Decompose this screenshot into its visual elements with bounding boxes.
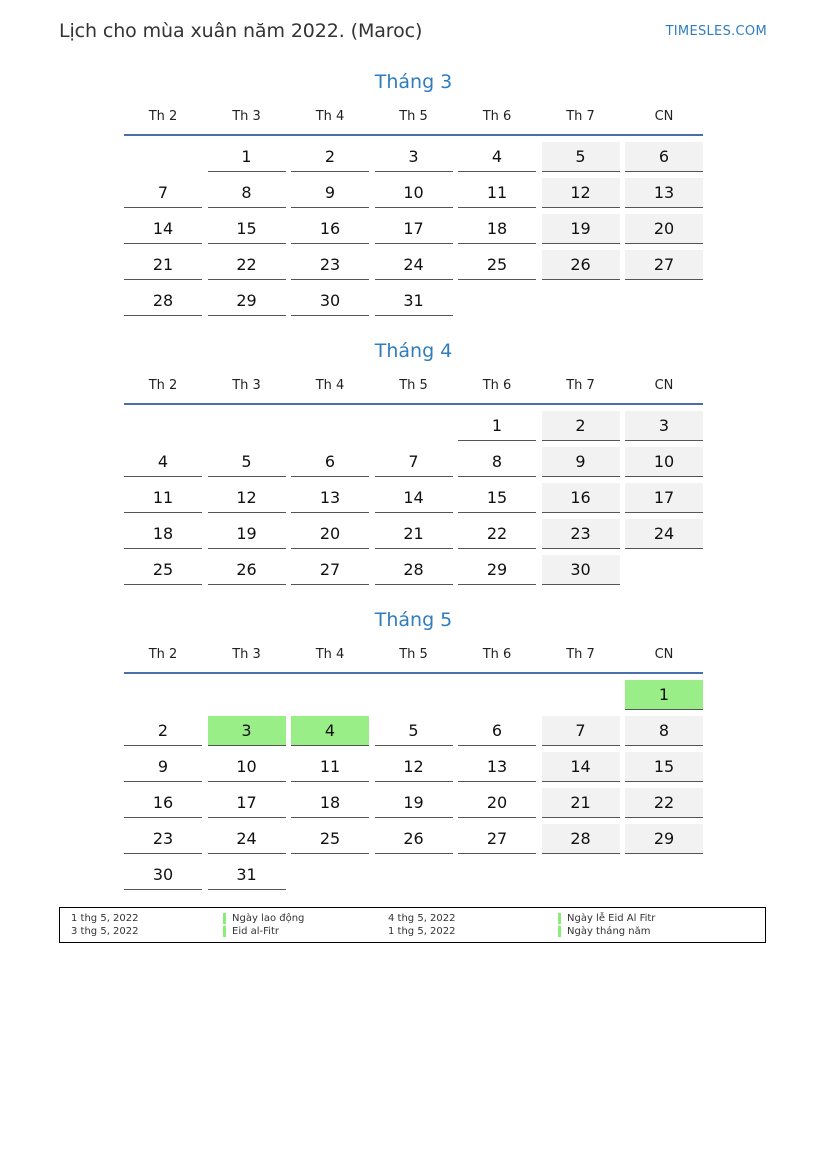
day-cell[interactable]: 22	[458, 519, 536, 549]
weekday-label: Th 5	[399, 647, 428, 662]
day-cell[interactable]: 26	[208, 555, 286, 585]
weekday-label: Th 6	[482, 378, 512, 393]
weekday-label: Th 7	[566, 109, 595, 124]
day-cell[interactable]: 6	[291, 447, 369, 477]
day-cell[interactable]: 18	[124, 519, 202, 549]
day-cell[interactable]: 4	[124, 447, 202, 477]
weekday-label: Th 6	[482, 109, 512, 124]
day-cell[interactable]: 28	[375, 555, 453, 585]
weekday-label: CN	[654, 647, 674, 662]
day-cell[interactable]: 23	[291, 250, 369, 280]
day-cell[interactable]: 8	[458, 447, 536, 477]
week-row	[124, 788, 703, 824]
day-cell[interactable]: 31	[375, 286, 453, 316]
day-cell[interactable]: 31	[208, 860, 286, 890]
weekday-label: CN	[654, 378, 674, 393]
brand-link[interactable]: TIMESLES.COM	[665, 24, 767, 39]
week-grid	[124, 142, 703, 322]
day-cell[interactable]: 16	[542, 483, 620, 513]
day-cell[interactable]: 13	[625, 178, 703, 208]
day-cell[interactable]: 15	[625, 752, 703, 782]
day-cell[interactable]: 12	[542, 178, 620, 208]
week-row	[124, 250, 703, 286]
day-cell[interactable]: 25	[124, 555, 202, 585]
day-cell[interactable]: 9	[542, 447, 620, 477]
day-cell[interactable]: 17	[375, 214, 453, 244]
weekday-label: Th 2	[148, 378, 178, 393]
weekday-label: Th 5	[399, 378, 428, 393]
legend-row	[60, 926, 765, 939]
day-cell[interactable]: 3	[625, 411, 703, 441]
week-row	[124, 680, 703, 716]
day-cell[interactable]: 21	[375, 519, 453, 549]
day-cell[interactable]: 30	[124, 860, 202, 890]
weekday-label: Th 7	[566, 378, 595, 393]
day-cell[interactable]: 24	[375, 250, 453, 280]
day-cell[interactable]: 18	[291, 788, 369, 818]
day-cell[interactable]: 19	[542, 214, 620, 244]
empty-cell	[291, 860, 369, 890]
day-cell[interactable]: 25	[458, 250, 536, 280]
day-cell[interactable]: 21	[124, 250, 202, 280]
empty-cell	[458, 680, 536, 710]
empty-cell	[458, 286, 536, 316]
day-cell[interactable]: 5	[208, 447, 286, 477]
day-cell[interactable]: 17	[625, 483, 703, 513]
week-row	[124, 860, 703, 896]
day-cell[interactable]: 6	[625, 142, 703, 172]
empty-cell	[291, 411, 369, 441]
day-cell[interactable]: 11	[458, 178, 536, 208]
day-cell[interactable]: 4	[291, 716, 369, 746]
week-row	[124, 214, 703, 250]
day-cell[interactable]: 2	[291, 142, 369, 172]
day-cell[interactable]: 11	[124, 483, 202, 513]
legend-holiday-name: Ngày tháng năm	[558, 926, 651, 937]
day-cell[interactable]: 3	[208, 716, 286, 746]
day-cell[interactable]: 15	[208, 214, 286, 244]
day-cell[interactable]: 29	[208, 286, 286, 316]
week-row	[124, 555, 703, 591]
month-title: Tháng 4	[374, 340, 453, 362]
day-cell[interactable]: 1	[458, 411, 536, 441]
day-cell[interactable]: 6	[458, 716, 536, 746]
day-cell[interactable]: 10	[375, 178, 453, 208]
week-row	[124, 716, 703, 752]
empty-cell	[542, 860, 620, 890]
day-cell[interactable]: 8	[208, 178, 286, 208]
empty-cell	[458, 860, 536, 890]
day-cell[interactable]: 7	[124, 178, 202, 208]
day-cell[interactable]: 7	[375, 447, 453, 477]
day-cell[interactable]: 29	[625, 824, 703, 854]
week-row	[124, 752, 703, 788]
month-title: Tháng 5	[374, 609, 453, 631]
week-row	[124, 447, 703, 483]
month-calendar	[124, 338, 703, 591]
empty-cell	[124, 411, 202, 441]
day-cell[interactable]: 22	[208, 250, 286, 280]
week-row	[124, 519, 703, 555]
empty-cell	[375, 680, 453, 710]
day-cell[interactable]: 23	[542, 519, 620, 549]
day-cell[interactable]: 27	[291, 555, 369, 585]
header-divider	[124, 403, 703, 405]
month-calendar	[124, 69, 703, 322]
day-cell[interactable]: 24	[208, 824, 286, 854]
day-cell[interactable]: 8	[625, 716, 703, 746]
week-grid	[124, 680, 703, 896]
day-cell[interactable]: 20	[458, 788, 536, 818]
weekday-header	[124, 378, 703, 396]
weekday-header	[124, 109, 703, 127]
day-cell[interactable]: 21	[542, 788, 620, 818]
day-cell[interactable]: 23	[124, 824, 202, 854]
day-cell[interactable]: 1	[625, 680, 703, 710]
day-cell[interactable]: 30	[542, 555, 620, 585]
day-cell[interactable]: 15	[458, 483, 536, 513]
day-cell[interactable]: 18	[458, 214, 536, 244]
legend-row	[60, 913, 765, 926]
day-cell[interactable]: 5	[375, 716, 453, 746]
day-cell[interactable]: 4	[458, 142, 536, 172]
weekday-label: Th 2	[148, 647, 178, 662]
weekday-label: Th 3	[232, 109, 261, 124]
day-cell[interactable]: 20	[291, 519, 369, 549]
day-cell[interactable]: 12	[375, 752, 453, 782]
day-cell[interactable]: 28	[124, 286, 202, 316]
day-cell[interactable]: 14	[375, 483, 453, 513]
day-cell[interactable]: 12	[208, 483, 286, 513]
day-cell[interactable]: 13	[291, 483, 369, 513]
day-cell[interactable]: 20	[625, 214, 703, 244]
weekday-label: Th 6	[482, 647, 512, 662]
day-cell[interactable]: 28	[542, 824, 620, 854]
empty-cell	[625, 286, 703, 316]
week-row	[124, 142, 703, 178]
weekday-label: Th 5	[399, 109, 428, 124]
week-grid	[124, 411, 703, 591]
header-divider	[124, 672, 703, 674]
day-cell[interactable]: 24	[625, 519, 703, 549]
header-divider	[124, 134, 703, 136]
day-cell[interactable]: 14	[542, 752, 620, 782]
day-cell[interactable]: 25	[291, 824, 369, 854]
empty-cell	[542, 680, 620, 710]
empty-cell	[625, 555, 703, 585]
empty-cell	[375, 860, 453, 890]
day-cell[interactable]: 10	[625, 447, 703, 477]
day-cell[interactable]: 2	[542, 411, 620, 441]
empty-cell	[291, 680, 369, 710]
empty-cell	[124, 680, 202, 710]
empty-cell	[208, 411, 286, 441]
weekday-label: Th 3	[232, 647, 261, 662]
day-cell[interactable]: 7	[542, 716, 620, 746]
day-cell[interactable]: 16	[291, 214, 369, 244]
month-calendar	[124, 607, 703, 896]
week-row	[124, 483, 703, 519]
month-title: Tháng 3	[374, 71, 453, 93]
day-cell[interactable]: 19	[208, 519, 286, 549]
weekday-label: CN	[654, 109, 674, 124]
day-cell[interactable]: 30	[291, 286, 369, 316]
weekday-label: Th 4	[315, 378, 345, 393]
day-cell[interactable]: 14	[124, 214, 202, 244]
week-row	[124, 286, 703, 322]
weekday-label: Th 3	[232, 378, 261, 393]
day-cell[interactable]: 22	[625, 788, 703, 818]
day-cell[interactable]: 26	[542, 250, 620, 280]
holiday-legend	[59, 907, 766, 943]
legend-date: 1 thg 5, 2022	[388, 926, 456, 937]
empty-cell	[124, 142, 202, 172]
day-cell[interactable]: 26	[375, 824, 453, 854]
empty-cell	[542, 286, 620, 316]
weekday-label: Th 4	[315, 647, 345, 662]
legend-holiday-name: Ngày lễ Eid Al Fitr	[558, 913, 655, 924]
empty-cell	[375, 411, 453, 441]
day-cell[interactable]: 2	[124, 716, 202, 746]
day-cell[interactable]: 1	[208, 142, 286, 172]
page-title: Lịch cho mùa xuân năm 2022. (Maroc)	[59, 20, 423, 42]
day-cell[interactable]: 13	[458, 752, 536, 782]
legend-date: 3 thg 5, 2022	[71, 926, 139, 937]
day-cell[interactable]: 27	[625, 250, 703, 280]
day-cell[interactable]: 19	[375, 788, 453, 818]
weekday-label: Th 2	[148, 109, 178, 124]
weekday-label: Th 7	[566, 647, 595, 662]
legend-holiday-name: Ngày lao động	[223, 913, 304, 924]
weekday-label: Th 4	[315, 109, 345, 124]
legend-holiday-name: Eid al-Fitr	[223, 926, 279, 937]
legend-date: 4 thg 5, 2022	[388, 913, 456, 924]
day-cell[interactable]: 29	[458, 555, 536, 585]
day-cell[interactable]: 3	[375, 142, 453, 172]
day-cell[interactable]: 27	[458, 824, 536, 854]
day-cell[interactable]: 10	[208, 752, 286, 782]
day-cell[interactable]: 9	[124, 752, 202, 782]
weekday-header	[124, 647, 703, 665]
empty-cell	[625, 860, 703, 890]
week-row	[124, 178, 703, 214]
day-cell[interactable]: 16	[124, 788, 202, 818]
week-row	[124, 824, 703, 860]
day-cell[interactable]: 9	[291, 178, 369, 208]
day-cell[interactable]: 11	[291, 752, 369, 782]
legend-date: 1 thg 5, 2022	[71, 913, 139, 924]
day-cell[interactable]: 5	[542, 142, 620, 172]
day-cell[interactable]: 17	[208, 788, 286, 818]
week-row	[124, 411, 703, 447]
empty-cell	[208, 680, 286, 710]
